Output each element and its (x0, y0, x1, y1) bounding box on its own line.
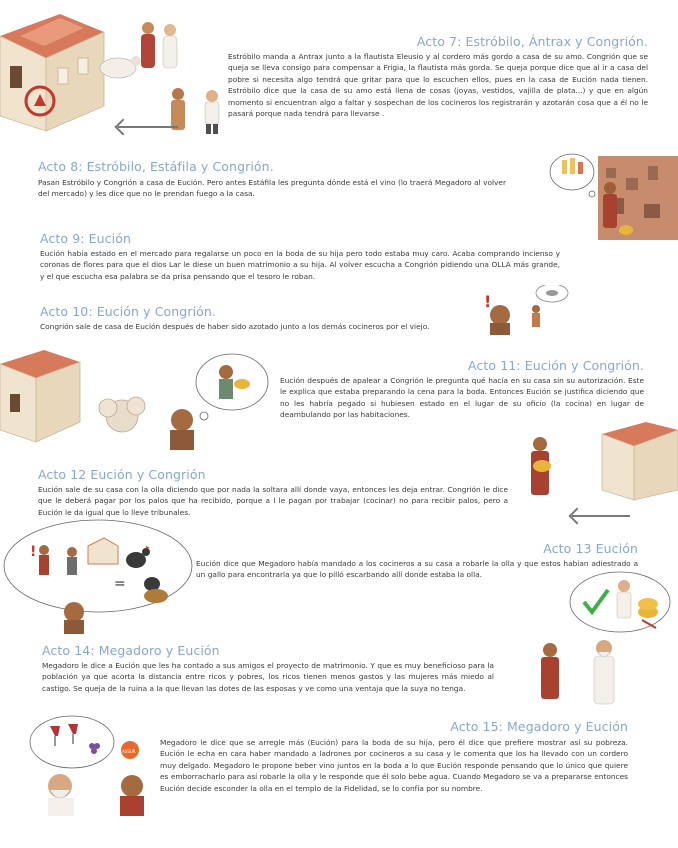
svg-text:!: ! (30, 544, 37, 560)
acto9-section (40, 231, 560, 282)
acto14-section (42, 643, 494, 694)
acto15-text: Megadoro le dice que se arregle más (Eución) para la boda de su hija, pero él dice que prefiere mostrar así su pobreza. Eución le echa en cara haber mandado a ladrones por cocineros a su casa y le comenta que los ha llevado con un cordero muy delgado. Megadoro le propone beber vino juntos en la boda a lo que Eución responde pensando que lo único que quiere es emborracharlo para así robarle la olla y le responde que él solo bebe agua. Cuando Megadoro se va a prepararse entonces Eución decide esconder la olla en el templo de la Fidelidad, se lo confía por su nombre. (160, 738, 628, 793)
equals-sign: = (114, 576, 126, 592)
acto13-text: Eución dice que Megadoro había mandado a los cocineros a su casa a robarle la olla y que estos habían adiestrado a un gallo para encontrarla ya que lo pilló escarbando allí donde estaba la olla. (196, 559, 638, 580)
acto15-title: Acto 15: Megadoro y Eución (450, 719, 628, 734)
eucion-face-icon (170, 409, 194, 450)
figure-cook-icon (603, 182, 617, 228)
figure-man2-icon (205, 90, 219, 134)
gold-coins-icon (638, 598, 658, 618)
eucion-icon (541, 643, 559, 699)
acto7-section (228, 34, 648, 119)
acto13-right-illustration (566, 568, 678, 638)
acto14-illustration (530, 632, 630, 712)
acto8-title: Acto 8: Estróbilo, Estáfila y Congrión. (38, 159, 274, 174)
acto7-title: Acto 7: Estróbilo, Ántrax y Congrión. (416, 34, 648, 49)
dust-cloud-icon (99, 397, 145, 432)
angry-emoji-icon (121, 741, 139, 759)
acto11-title: Acto 11: Eución y Congrión. (468, 358, 644, 373)
eucion-with-pot-icon (531, 437, 551, 495)
acto10-text: Congrión sale de casa de Eución después de haber sido azotado junto a los demás cocineros por el viejo. (40, 322, 430, 331)
megadoro-icon (594, 640, 614, 704)
acto14-title: Acto 14: Megadoro y Eución (42, 643, 220, 658)
acto10-illustration (478, 285, 578, 337)
acto12-title: Acto 12 Eución y Congrión (38, 467, 206, 482)
eucion-face-icon (120, 775, 144, 816)
roman-house-icon (602, 422, 678, 500)
acto14-text: Megadoro le dice a Eución que les ha contado a sus amigos el proyecto de matrimonio. Y que es muy beneficioso para la población ya que acorta la distancia entre ricos y pobres, los ricos tienen menos gastos y las mujeres más miedo al castigo. Se queja de la ruina a la que llevan las dotes de las esposas y ve como una ventaja que la suya no tenga. (42, 661, 494, 693)
acto9-text: Eución había estado en el mercado para regalarse un poco en la boda de su hija pero todo estaba muy caro. Acaba comprando incienso y coronas de flores para que el dios Lar le diese un buen matrimonio a su hija. Al volver escucha a Congrión pidiendo una OLLA más grande, y el que escucha esa palabra se da prisa pensando que el tesoro le roban. (40, 249, 560, 281)
acto12-section (38, 467, 508, 518)
svg-text:!: ! (484, 292, 492, 311)
left-arrow-icon (118, 126, 178, 128)
figure-man-icon (171, 88, 185, 130)
acto15-illustration (28, 712, 162, 816)
left-arrow-icon (572, 515, 630, 517)
megadoro-face-icon (48, 774, 74, 816)
running-cook-icon (532, 305, 540, 327)
acto7-text: Estróbilo manda a Antrax junto a la flautista Eleusio y al cordero más gordo a casa de su amo. Congrión que se queja se lleva consigo para compensar a Frigia, la flautista más gorda. Se queja porque dice que al ir a casa del pobre si necesita algo tendrá que gritar para que lo escuchen ellos, pues en la casa de Eución nada tienen. Estróbilo dice que la casa de su amo está llena de cosas (joyas, vestidos, vajilla de plata...) y que en algún momento si encuentran algo a faltar y sospechan de los cocineros los registrarán y azotarán cosa que a él no le pasará porque nada tendrá para llevarse . (228, 52, 648, 119)
angry-badge-text: ASSUR (122, 749, 136, 754)
acto9-title: Acto 9: Eución (40, 231, 131, 246)
eucion-face-icon (490, 305, 510, 335)
figure-woman-icon (141, 22, 155, 68)
acto7-illustration (0, 6, 230, 141)
acto11-illustration (0, 350, 276, 458)
acto11-section (280, 358, 644, 421)
acto15-section (160, 719, 628, 794)
acto13-illustration (0, 516, 200, 634)
acto8-illustration (548, 148, 678, 240)
acto12-text: Eución sale de su casa con la olla diciendo que por nada la soltara allí donde vaya, entonces les deja entrar. Congrión le dice que le deberá pagar por los palos que ha recibido, porque a l le pagan por trabajar (cocinar) no para recibir palos, pero a Eución le da igual que lo lleve tribunales. (38, 485, 508, 517)
acto8-section (38, 159, 506, 200)
acto11-text: Eución después de apalear a Congrión le pregunta qué hacía en su casa sin su autorización. Este le explica que estaba preparando la cena para la boda. Entonces Eución se justifica diciendo que no les habría pegado si hubiesen estado en el lugar de su oficio (la cocina) en lugar de deambulando por las habitaciones. (280, 376, 644, 420)
figure-woman2-icon (163, 24, 177, 68)
acto10-section (40, 304, 480, 332)
acto13-title: Acto 13 Eución (543, 541, 638, 556)
acto12-illustration (516, 420, 678, 530)
roman-house-icon (0, 14, 104, 131)
megadoro-icon (617, 580, 631, 618)
eucion-face-icon (64, 602, 84, 634)
acto10-title: Acto 10: Eución y Congrión. (40, 304, 216, 319)
roman-house-icon (0, 350, 80, 442)
acto8-text: Pasan Estróbilo y Congrión a casa de Eución. Pero antes Estáfila les pregunta dónde está el vino (lo traerá Megadoro al volver del mercado) y les dice que no le prendan fuego a la casa. (38, 178, 506, 199)
